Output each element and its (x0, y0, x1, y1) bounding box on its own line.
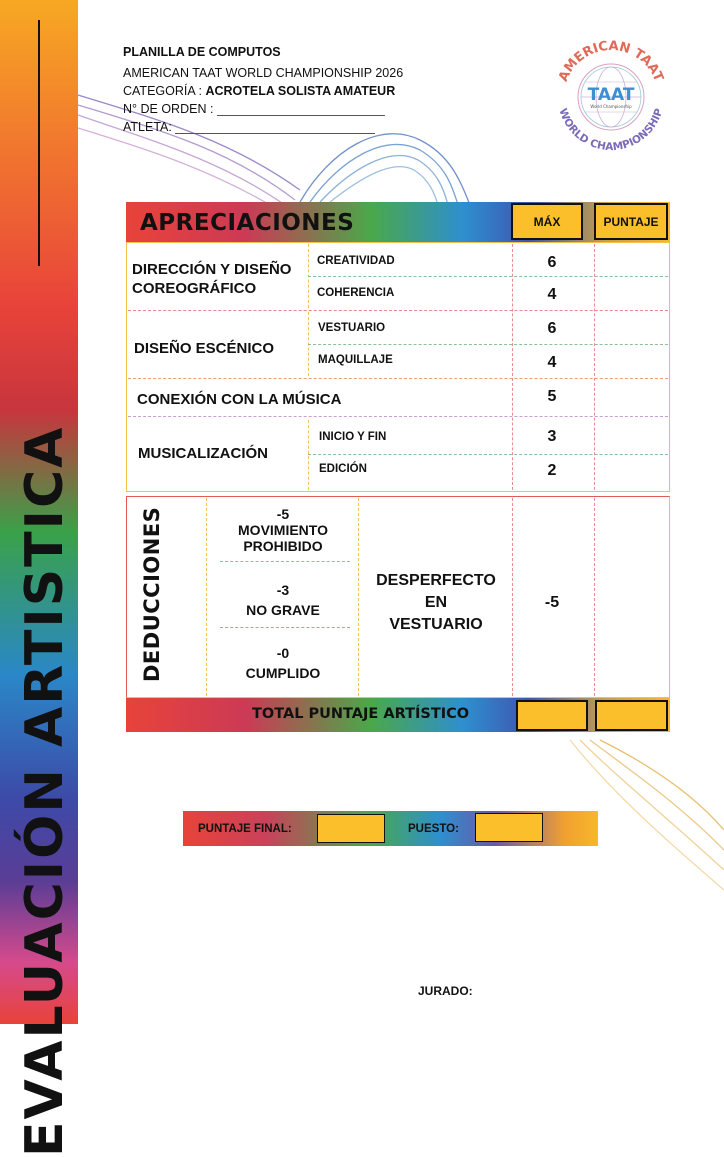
item-label: EDICIÓN (319, 463, 367, 475)
row-divider (308, 276, 668, 277)
orden-label: N° DE ORDEN : (123, 102, 214, 116)
deduction-item (208, 506, 358, 554)
row-divider (220, 561, 350, 562)
deductions-title: DEDUCCIONES (140, 506, 164, 682)
item-max: 4 (547, 354, 557, 371)
item-max: 3 (547, 428, 557, 445)
total-label: TOTAL PUNTAJE ARTÍSTICO (252, 706, 470, 722)
logo-ring-top: AMERICAN TAAT (556, 38, 666, 84)
side-title: EVALUACIÓN ARTISTICA (15, 425, 75, 1157)
orden-row (123, 102, 385, 116)
total-max-box (516, 700, 588, 731)
deduction-label: NO GRAVE (246, 602, 320, 618)
row-divider (128, 310, 668, 311)
section-label: MUSICALIZACIÓN (138, 445, 268, 462)
atleta-label: ATLETA: (123, 120, 172, 134)
item-max: 6 (547, 254, 557, 271)
deduction-item (208, 580, 358, 620)
special-deduction-value: -5 (544, 594, 560, 611)
final-score-label: PUNTAJE FINAL: (198, 823, 292, 835)
item-max: 4 (547, 286, 557, 303)
categoria-row (123, 84, 395, 98)
row-divider (220, 627, 350, 628)
row-divider (128, 378, 668, 379)
categoria-value: ACROTELA SOLISTA AMATEUR (205, 84, 396, 98)
item-label: INICIO Y FIN (319, 431, 387, 443)
item-max: 2 (547, 462, 557, 479)
section-label: COREOGRÁFICO (132, 280, 257, 297)
score-header: PUNTAJE (594, 203, 668, 240)
row-divider (308, 344, 668, 345)
item-max: 6 (547, 320, 557, 337)
position-field[interactable] (475, 813, 543, 842)
championship-logo (548, 34, 674, 160)
deduction-label: PROHIBIDO (243, 538, 323, 554)
deduction-item (208, 643, 358, 683)
special-line: VESTUARIO (389, 616, 483, 633)
col-divider-sub4 (308, 420, 309, 490)
item-max: 5 (547, 388, 557, 405)
item-label: MAQUILLAJE (318, 354, 393, 366)
position-label: PUESTO: (408, 823, 459, 835)
logo-center: TAAT (587, 85, 635, 105)
special-line: EN (424, 594, 448, 611)
row-divider (128, 416, 668, 417)
deduction-value: -5 (276, 506, 290, 522)
max-header: MÁX (511, 203, 583, 240)
svg-text:AMERICAN TAAT (556, 39, 666, 84)
col-divider (594, 498, 595, 696)
jury-label: JURADO: (418, 984, 473, 998)
deduction-value: -3 (276, 582, 290, 598)
categoria-label: CATEGORÍA : (123, 84, 202, 98)
row-divider (308, 454, 668, 455)
atleta-field[interactable] (175, 123, 375, 134)
logo-ring-bottom: WORLD CHAMPIONSHIP (556, 106, 666, 154)
col-divider (358, 498, 359, 696)
final-score-field[interactable] (317, 814, 385, 843)
special-deduction (360, 570, 512, 636)
deduction-label: CUMPLIDO (245, 665, 321, 681)
section-label: DIRECCIÓN Y DISEÑO (132, 261, 292, 278)
logo-center-small: World Championship (590, 104, 632, 109)
special-line: DESPERFECTO (376, 572, 496, 589)
section-label: DISEÑO ESCÉNICO (134, 340, 275, 357)
section-label: CONEXIÓN CON LA MÚSICA (137, 391, 342, 408)
deduction-value: -0 (276, 645, 290, 661)
item-label: COHERENCIA (317, 287, 395, 299)
item-label: VESTUARIO (318, 322, 386, 334)
item-label: CREATIVIDAD (317, 255, 395, 267)
deduction-label: MOVIMIENTO (238, 522, 328, 538)
table-title: APRECIACIONES (140, 210, 355, 236)
total-score-box[interactable] (595, 700, 668, 731)
orden-field[interactable] (217, 105, 385, 116)
header-line1: PLANILLA DE COMPUTOS (123, 45, 281, 59)
header-line2: AMERICAN TAAT WORLD CHAMPIONSHIP 2026 (123, 66, 404, 80)
col-divider (206, 498, 207, 696)
atleta-row (123, 120, 375, 134)
